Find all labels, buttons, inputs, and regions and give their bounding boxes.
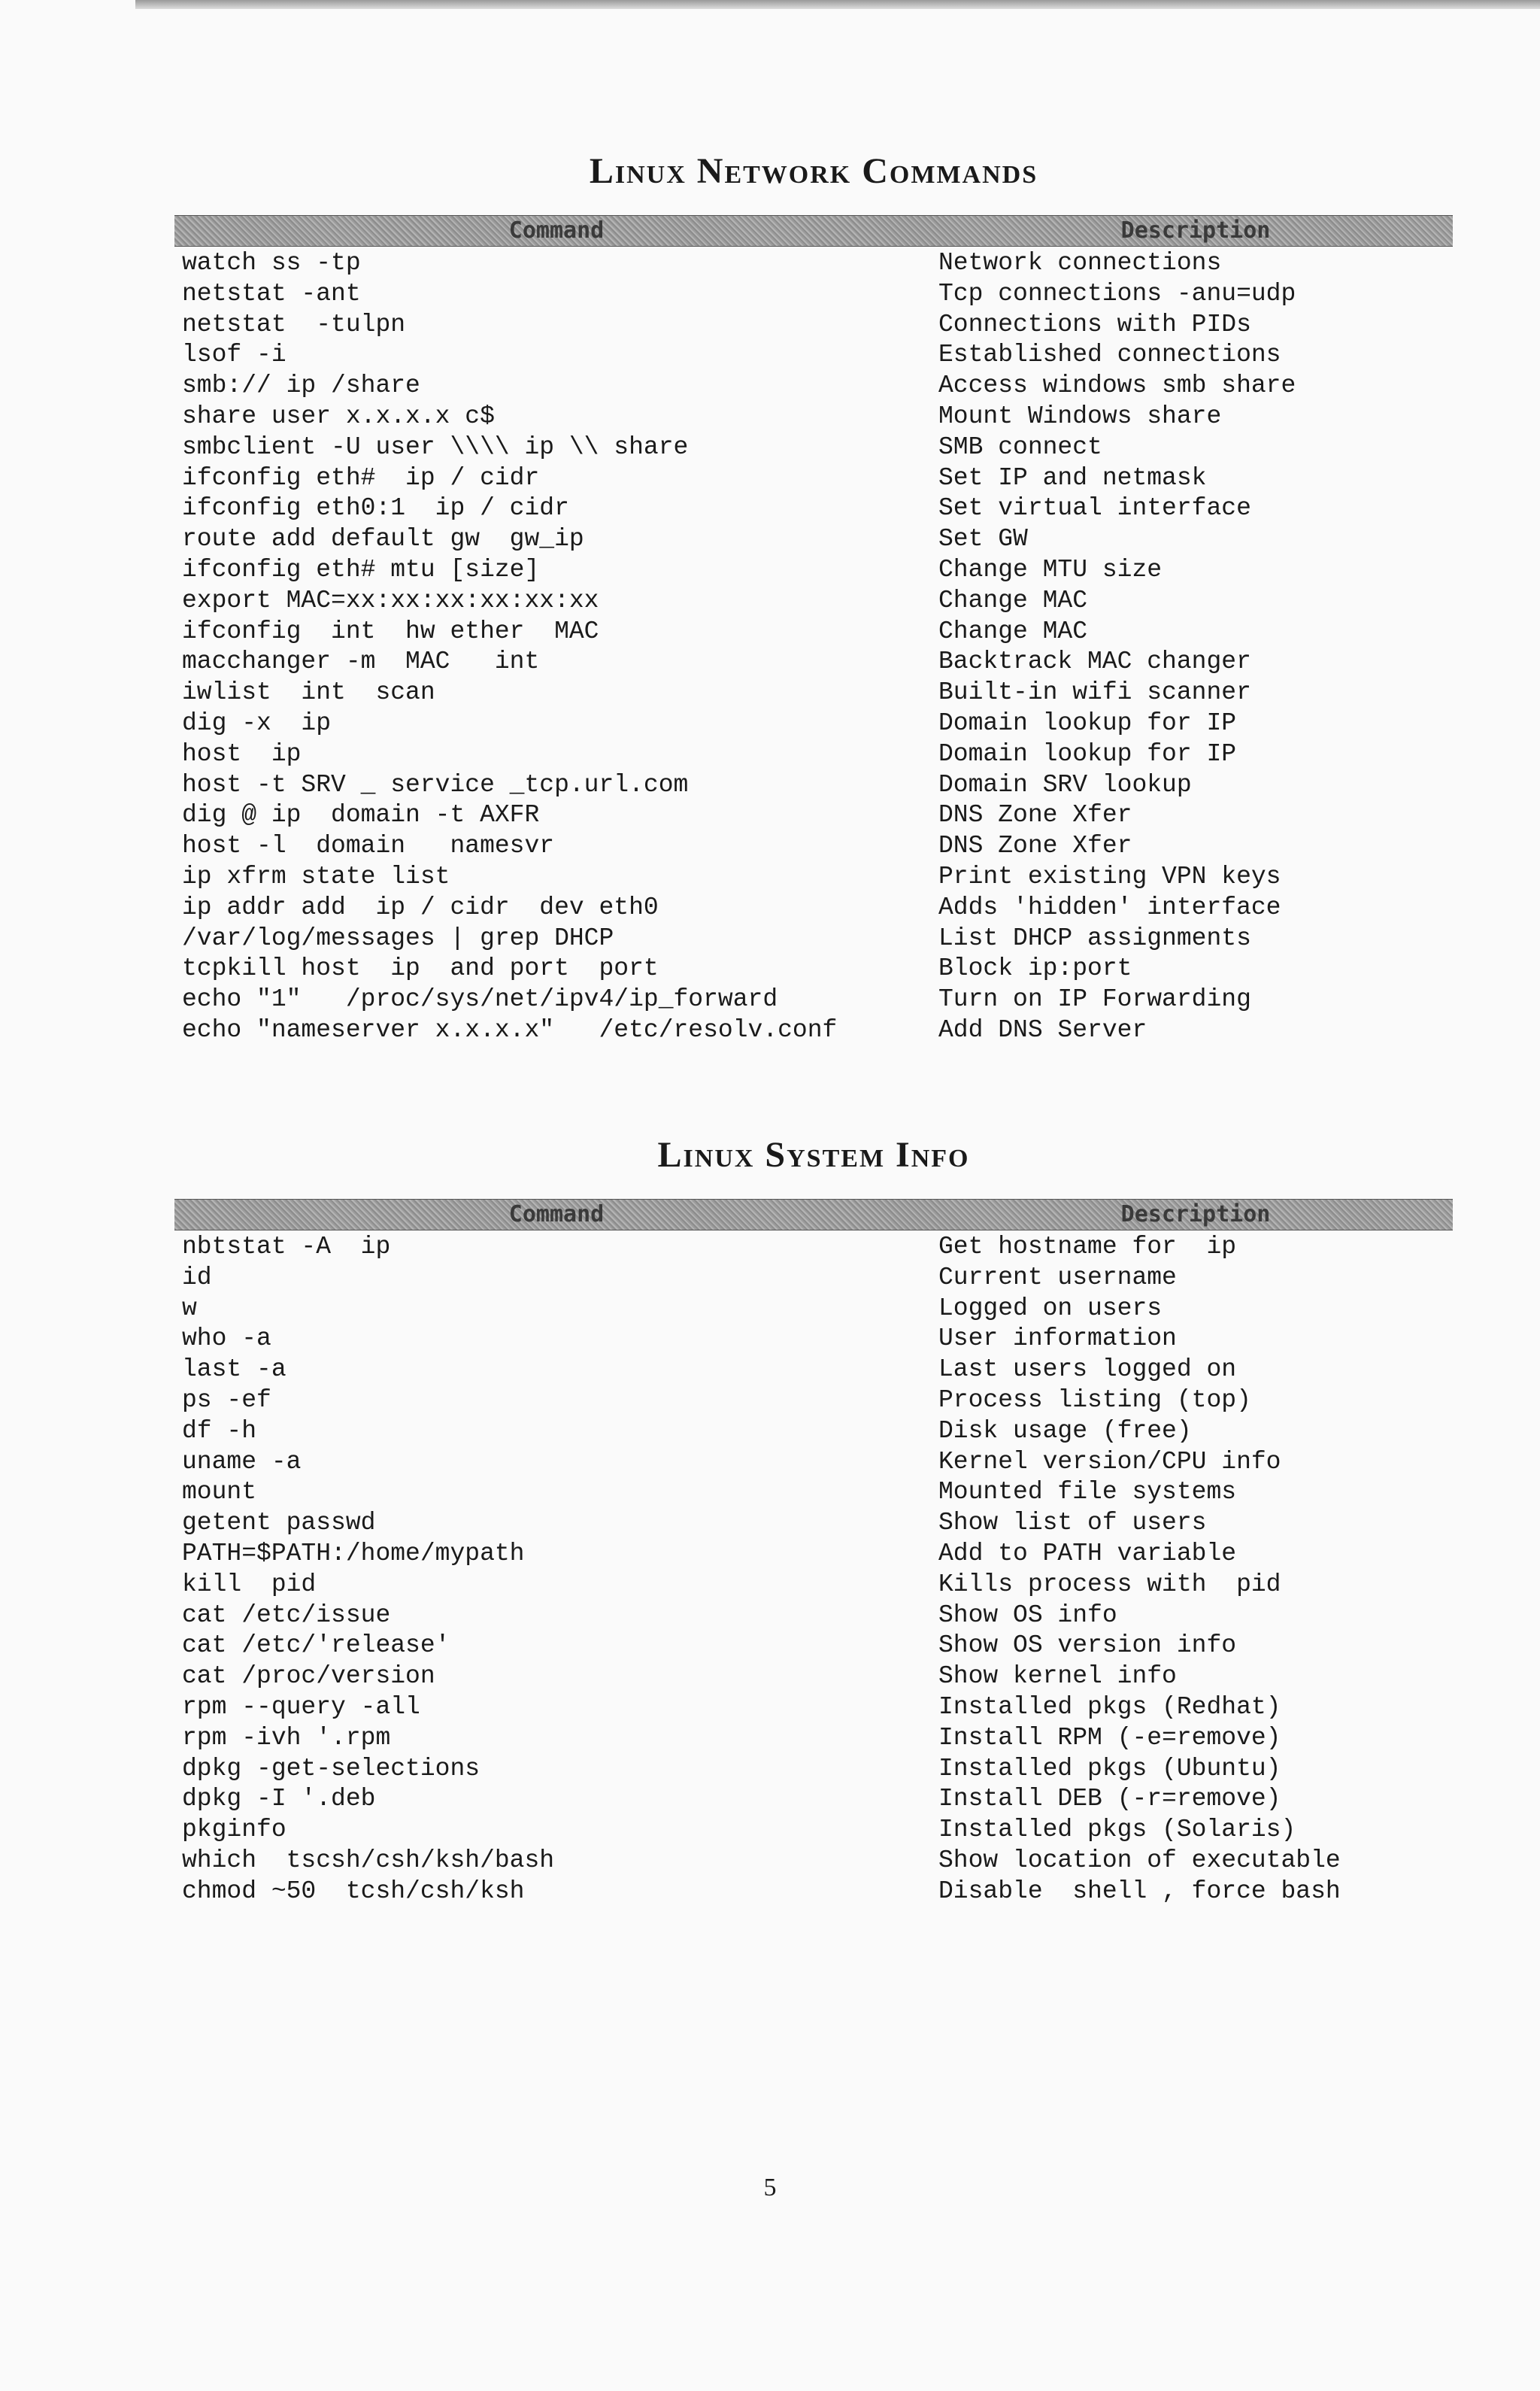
description-cell: Network connections bbox=[938, 249, 1222, 277]
description-cell: Domain lookup for IP bbox=[938, 739, 1237, 768]
description-cell: Install RPM (-e=remove) bbox=[938, 1723, 1281, 1752]
network-commands-section bbox=[174, 150, 1453, 1046]
command-cell: dpkg -get-selections bbox=[182, 1754, 480, 1783]
command-cell: cat /etc/'release' bbox=[182, 1631, 450, 1660]
command-cell: route add default gw gw_ip bbox=[182, 525, 584, 554]
command-cell: last -a bbox=[182, 1355, 286, 1384]
table-row bbox=[174, 1447, 1453, 1478]
description-cell: Built-in wifi scanner bbox=[938, 678, 1251, 707]
description-cell: Logged on users bbox=[938, 1294, 1163, 1322]
command-cell: host -t SRV _ service _tcp.url.com bbox=[182, 770, 689, 799]
table-row bbox=[174, 586, 1453, 617]
command-cell: cat /etc/issue bbox=[182, 1601, 391, 1629]
table-row bbox=[174, 1416, 1453, 1447]
table-row bbox=[174, 1015, 1453, 1046]
command-cell: mount bbox=[182, 1478, 257, 1507]
command-column-header: Command bbox=[508, 217, 605, 244]
description-column-header: Description bbox=[1120, 1201, 1271, 1227]
table-row bbox=[174, 1263, 1453, 1294]
table-row bbox=[174, 1294, 1453, 1324]
table-row bbox=[174, 1877, 1453, 1907]
command-cell: lsof -i bbox=[182, 341, 286, 369]
command-cell: dig -x ip bbox=[182, 709, 332, 737]
table-row bbox=[174, 371, 1453, 402]
description-cell: Change MTU size bbox=[938, 555, 1163, 584]
description-cell: Install DEB (-r=remove) bbox=[938, 1785, 1281, 1813]
description-cell: Set virtual interface bbox=[938, 494, 1251, 523]
table-row bbox=[174, 1631, 1453, 1661]
table-row bbox=[174, 340, 1453, 371]
section-title: Linux Network Commands bbox=[589, 151, 1038, 191]
table-row bbox=[174, 402, 1453, 432]
description-cell: Established connections bbox=[938, 341, 1281, 369]
command-column-header: Command bbox=[508, 1201, 605, 1227]
description-cell: Disk usage (free) bbox=[938, 1416, 1192, 1445]
table-row bbox=[174, 248, 1453, 279]
command-cell: dig @ ip domain -t AXFR bbox=[182, 801, 540, 830]
description-cell: Show OS version info bbox=[938, 1631, 1237, 1660]
table-row bbox=[174, 1661, 1453, 1692]
command-cell: host ip bbox=[182, 739, 302, 768]
table-row bbox=[174, 862, 1453, 893]
command-cell: ip xfrm state list bbox=[182, 862, 450, 891]
table-row bbox=[174, 1754, 1453, 1785]
description-cell: Disable shell , force bash bbox=[938, 1877, 1341, 1905]
command-cell: tcpkill host ip and port port bbox=[182, 954, 659, 983]
table-row bbox=[174, 954, 1453, 985]
description-cell: Block ip:port bbox=[938, 954, 1132, 983]
command-cell: PATH=$PATH:/home/mypath bbox=[182, 1539, 525, 1567]
table-row bbox=[174, 1232, 1453, 1263]
command-cell: id bbox=[182, 1263, 212, 1291]
table-row bbox=[174, 463, 1453, 494]
description-cell: Get hostname for ip bbox=[938, 1233, 1237, 1261]
table-row bbox=[174, 1539, 1453, 1570]
description-cell: List DHCP assignments bbox=[938, 924, 1251, 952]
command-cell: chmod ~50 tcsh/csh/ksh bbox=[182, 1877, 525, 1905]
command-cell: share user x.x.x.x c$ bbox=[182, 402, 495, 430]
description-cell: Set GW bbox=[938, 525, 1028, 554]
command-cell: nbtstat -A ip bbox=[182, 1233, 391, 1261]
command-cell: kill pid bbox=[182, 1570, 317, 1598]
command-cell: export MAC=xx:xx:xx:xx:xx:xx bbox=[182, 586, 599, 614]
table-row bbox=[174, 770, 1453, 801]
table-row bbox=[174, 709, 1453, 739]
description-cell: Process listing (top) bbox=[938, 1385, 1251, 1414]
description-cell: Set IP and netmask bbox=[938, 463, 1207, 492]
description-cell: Show location of executable bbox=[938, 1846, 1341, 1874]
description-cell: Change MAC bbox=[938, 586, 1088, 614]
command-cell: ifconfig int hw ether MAC bbox=[182, 617, 599, 645]
table-row bbox=[174, 1355, 1453, 1385]
table-row bbox=[174, 310, 1453, 341]
table-row bbox=[174, 1508, 1453, 1539]
description-cell: Show OS info bbox=[938, 1601, 1117, 1629]
command-cell: ifconfig eth0:1 ip / cidr bbox=[182, 494, 569, 523]
table-row bbox=[174, 800, 1453, 831]
command-cell: w bbox=[182, 1294, 197, 1322]
table-row bbox=[174, 924, 1453, 954]
description-cell: Show list of users bbox=[938, 1509, 1207, 1537]
table-body bbox=[174, 1232, 1453, 1907]
command-cell: host -l domain namesvr bbox=[182, 832, 555, 860]
description-cell: Mount Windows share bbox=[938, 402, 1222, 430]
table-row bbox=[174, 1477, 1453, 1508]
table-row bbox=[174, 678, 1453, 709]
table-row bbox=[174, 1385, 1453, 1416]
command-cell: netstat -tulpn bbox=[182, 310, 406, 338]
table-body bbox=[174, 248, 1453, 1046]
system-info-section bbox=[174, 1134, 1453, 1907]
command-cell: rpm -ivh '.rpm bbox=[182, 1723, 391, 1752]
command-cell: cat /proc/version bbox=[182, 1662, 435, 1691]
command-cell: uname -a bbox=[182, 1447, 302, 1476]
page-number: 5 bbox=[763, 2174, 777, 2201]
table-row bbox=[174, 1723, 1453, 1754]
table-row bbox=[174, 279, 1453, 310]
description-cell: Change MAC bbox=[938, 617, 1088, 645]
description-cell: Mounted file systems bbox=[938, 1478, 1237, 1507]
table-row bbox=[174, 985, 1453, 1015]
command-cell: echo "nameserver x.x.x.x" /etc/resolv.conf bbox=[182, 1015, 838, 1044]
command-cell: watch ss -tp bbox=[182, 249, 361, 277]
description-cell: Show kernel info bbox=[938, 1662, 1177, 1691]
command-cell: ifconfig eth# mtu [size] bbox=[182, 555, 540, 584]
description-cell: User information bbox=[938, 1324, 1177, 1353]
description-cell: Kills process with pid bbox=[938, 1570, 1281, 1598]
command-cell: /var/log/messages | grep DHCP bbox=[182, 924, 614, 952]
table-row bbox=[174, 617, 1453, 648]
description-cell: Add to PATH variable bbox=[938, 1539, 1237, 1567]
description-cell: Add DNS Server bbox=[938, 1015, 1147, 1044]
table-row bbox=[174, 555, 1453, 586]
command-cell: rpm --query -all bbox=[182, 1692, 420, 1721]
section-title: Linux System Info bbox=[657, 1135, 970, 1175]
description-cell: DNS Zone Xfer bbox=[938, 832, 1132, 860]
command-cell: smbclient -U user \\\\ ip \\ share bbox=[182, 432, 689, 461]
command-cell: df -h bbox=[182, 1416, 257, 1445]
description-cell: SMB connect bbox=[938, 432, 1102, 461]
description-cell: Current username bbox=[938, 1263, 1177, 1291]
table-row bbox=[174, 739, 1453, 770]
description-cell: Connections with PIDs bbox=[938, 310, 1251, 338]
description-cell: DNS Zone Xfer bbox=[938, 801, 1132, 830]
table-row bbox=[174, 1815, 1453, 1846]
table-row bbox=[174, 1846, 1453, 1877]
description-cell: Domain lookup for IP bbox=[938, 709, 1237, 737]
table-row bbox=[174, 524, 1453, 555]
table-row bbox=[174, 1570, 1453, 1601]
description-cell: Last users logged on bbox=[938, 1355, 1237, 1384]
command-cell: which tscsh/csh/ksh/bash bbox=[182, 1846, 555, 1874]
description-cell: Tcp connections -anu=udp bbox=[938, 279, 1296, 308]
table-row bbox=[174, 1784, 1453, 1815]
description-cell: Installed pkgs (Redhat) bbox=[938, 1692, 1281, 1721]
description-cell: Domain SRV lookup bbox=[938, 770, 1192, 799]
description-cell: Adds 'hidden' interface bbox=[938, 893, 1281, 921]
scan-top-edge bbox=[135, 0, 1540, 9]
command-cell: iwlist int scan bbox=[182, 678, 435, 707]
description-cell: Print existing VPN keys bbox=[938, 862, 1281, 891]
table-row bbox=[174, 647, 1453, 678]
table-row bbox=[174, 493, 1453, 524]
command-cell: netstat -ant bbox=[182, 279, 361, 308]
command-cell: ip addr add ip / cidr dev eth0 bbox=[182, 893, 659, 921]
command-cell: who -a bbox=[182, 1324, 271, 1353]
description-column-header: Description bbox=[1120, 217, 1271, 244]
table-row bbox=[174, 893, 1453, 924]
table-header bbox=[174, 1199, 1453, 1230]
command-cell: ifconfig eth# ip / cidr bbox=[182, 463, 540, 492]
description-cell: Turn on IP Forwarding bbox=[938, 985, 1251, 1014]
command-cell: getent passwd bbox=[182, 1509, 376, 1537]
description-cell: Installed pkgs (Ubuntu) bbox=[938, 1754, 1281, 1783]
command-cell: macchanger -m MAC int bbox=[182, 648, 540, 676]
table-row bbox=[174, 1324, 1453, 1355]
table-row bbox=[174, 432, 1453, 463]
description-cell: Backtrack MAC changer bbox=[938, 648, 1251, 676]
description-cell: Kernel version/CPU info bbox=[938, 1447, 1281, 1476]
description-cell: Installed pkgs (Solaris) bbox=[938, 1816, 1296, 1844]
command-cell: ps -ef bbox=[182, 1385, 271, 1414]
table-row bbox=[174, 1601, 1453, 1631]
command-cell: echo "1" /proc/sys/net/ipv4/ip_forward bbox=[182, 985, 778, 1014]
description-cell: Access windows smb share bbox=[938, 372, 1296, 400]
command-cell: smb:// ip /share bbox=[182, 372, 420, 400]
table-header bbox=[174, 215, 1453, 247]
command-cell: pkginfo bbox=[182, 1816, 286, 1844]
table-row bbox=[174, 1692, 1453, 1723]
command-cell: dpkg -I '.deb bbox=[182, 1785, 376, 1813]
table-row bbox=[174, 831, 1453, 862]
